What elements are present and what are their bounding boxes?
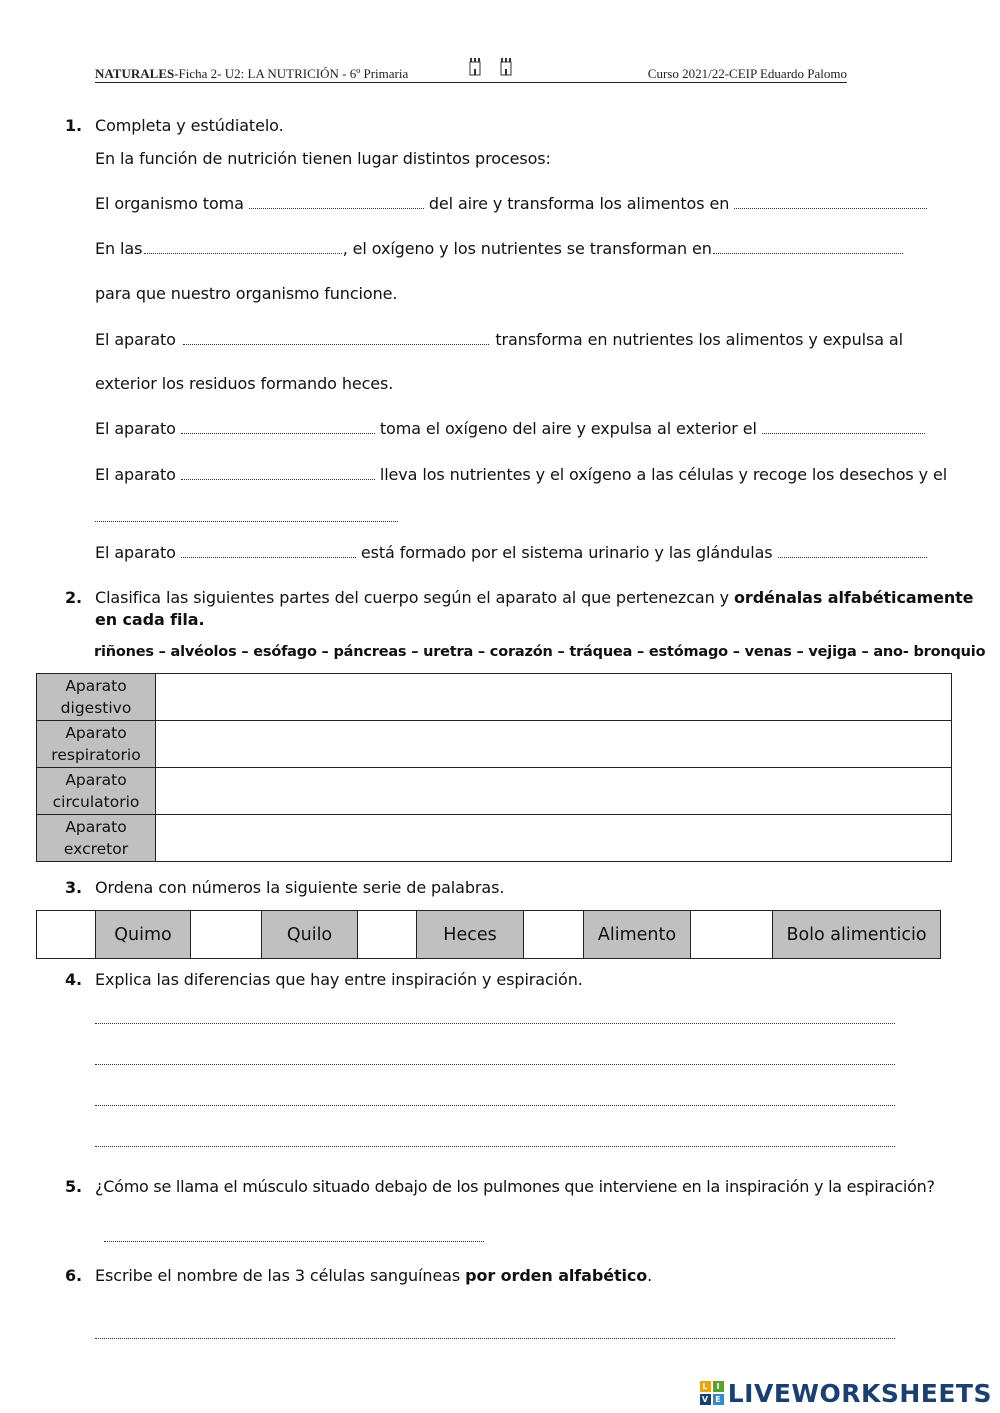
q1-line-4: El aparato transforma en nutrientes los alimentos y expulsa al [95, 330, 903, 349]
answer-blank[interactable] [762, 419, 925, 434]
q5-number: 5. [65, 1177, 83, 1196]
ordering-table [36, 910, 941, 959]
q1-line-1: El organismo toma del aire y transforma los alimentos en [95, 194, 927, 214]
number-input-cell[interactable] [691, 911, 773, 959]
q1-line-5: exterior los residuos formando heces. [95, 374, 394, 393]
row-label: Aparato excretor [37, 815, 156, 862]
table-row [37, 815, 952, 862]
answer-line[interactable] [104, 1240, 484, 1242]
header-course: Curso 2021/22-CEIP Eduardo Palomo [647, 66, 847, 81]
row-label: Aparato circulatorio [37, 768, 156, 815]
word-cell: Bolo alimenticio [773, 911, 941, 959]
q3-number: 3. [65, 878, 83, 897]
number-input-cell[interactable] [358, 911, 417, 959]
classification-table [36, 673, 952, 862]
answer-blank[interactable] [713, 239, 903, 254]
word-cell: Heces [417, 911, 524, 959]
answer-blank[interactable] [181, 543, 356, 558]
answer-blank[interactable] [183, 330, 489, 345]
table-row [37, 721, 952, 768]
answer-line[interactable] [95, 1104, 895, 1106]
answer-blank[interactable] [181, 465, 375, 480]
answer-line[interactable] [95, 1063, 895, 1065]
q1-number: 1. [65, 116, 83, 135]
row-label: Aparato digestivo [37, 674, 156, 721]
q2-word-list: riñones – alvéolos – esófago – páncreas – uretra – corazón – tráquea – estómago – venas – vejiga – ano- bronquio [94, 644, 986, 660]
answer-line[interactable] [95, 1022, 895, 1024]
answer-line[interactable] [95, 1145, 895, 1147]
answer-line[interactable] [95, 1337, 895, 1339]
q6-number: 6. [65, 1266, 83, 1285]
header-title: NATURALES-Ficha 2- U2: LA NUTRICIÓN - 6º Primaria [95, 66, 409, 81]
q1-instruction: Completa y estúdiatelo. [95, 116, 284, 135]
answer-cell[interactable] [156, 768, 952, 815]
answer-blank[interactable] [734, 194, 927, 209]
castle-icon [500, 56, 512, 76]
logo-text: LIVEWORKSHEETS [727, 1378, 992, 1408]
row-label: Aparato respiratorio [37, 721, 156, 768]
number-input-cell[interactable] [524, 911, 584, 959]
q1-line-8: El aparato está formado por el sistema urinario y las glándulas [95, 543, 927, 563]
liveworksheets-logo [700, 1378, 992, 1408]
q1-line-6: El aparato toma el oxígeno del aire y expulsa al exterior el [95, 419, 925, 439]
word-cell: Alimento [584, 911, 691, 959]
answer-blank[interactable] [778, 543, 927, 558]
q2-instruction-2: en cada fila. [95, 610, 205, 629]
word-cell: Quilo [262, 911, 358, 959]
q4-instruction: Explica las diferencias que hay entre inspiración y espiración. [95, 970, 583, 989]
q1-line-2: En las , el oxígeno y los nutrientes se transforman en [95, 239, 903, 259]
answer-line[interactable] [95, 520, 398, 522]
q2-number: 2. [65, 588, 83, 607]
table-row [37, 911, 941, 959]
q1-line-7: El aparato lleva los nutrientes y el oxígeno a las células y recoge los desechos y el [95, 465, 948, 484]
number-input-cell[interactable] [191, 911, 262, 959]
q2-instruction: Clasifica las siguientes partes del cuerpo según el aparato al que pertenezcan y ordénalas alfabéticamente [95, 588, 974, 607]
q4-number: 4. [65, 970, 83, 989]
logo-mark-icon: L I V E [700, 1381, 724, 1405]
q6-instruction: Escribe el nombre de las 3 células sanguíneas por orden alfabético. [95, 1266, 653, 1285]
answer-cell[interactable] [156, 815, 952, 862]
q1-intro: En la función de nutrición tienen lugar distintos procesos: [95, 149, 551, 168]
table-row [37, 674, 952, 721]
q5-instruction: ¿Cómo se llama el músculo situado debajo de los pulmones que interviene en la inspiración y la espiración? [95, 1177, 935, 1196]
q3-instruction: Ordena con números la siguiente serie de palabras. [95, 878, 505, 897]
answer-blank[interactable] [181, 419, 375, 434]
word-cell: Quimo [96, 911, 191, 959]
answer-blank[interactable] [249, 194, 424, 209]
q1-line-3: para que nuestro organismo funcione. [95, 284, 398, 303]
table-row [37, 768, 952, 815]
number-input-cell[interactable] [37, 911, 96, 959]
castle-icon [469, 56, 481, 76]
answer-blank[interactable] [144, 239, 342, 254]
page-header [95, 64, 847, 83]
answer-cell[interactable] [156, 674, 952, 721]
answer-cell[interactable] [156, 721, 952, 768]
